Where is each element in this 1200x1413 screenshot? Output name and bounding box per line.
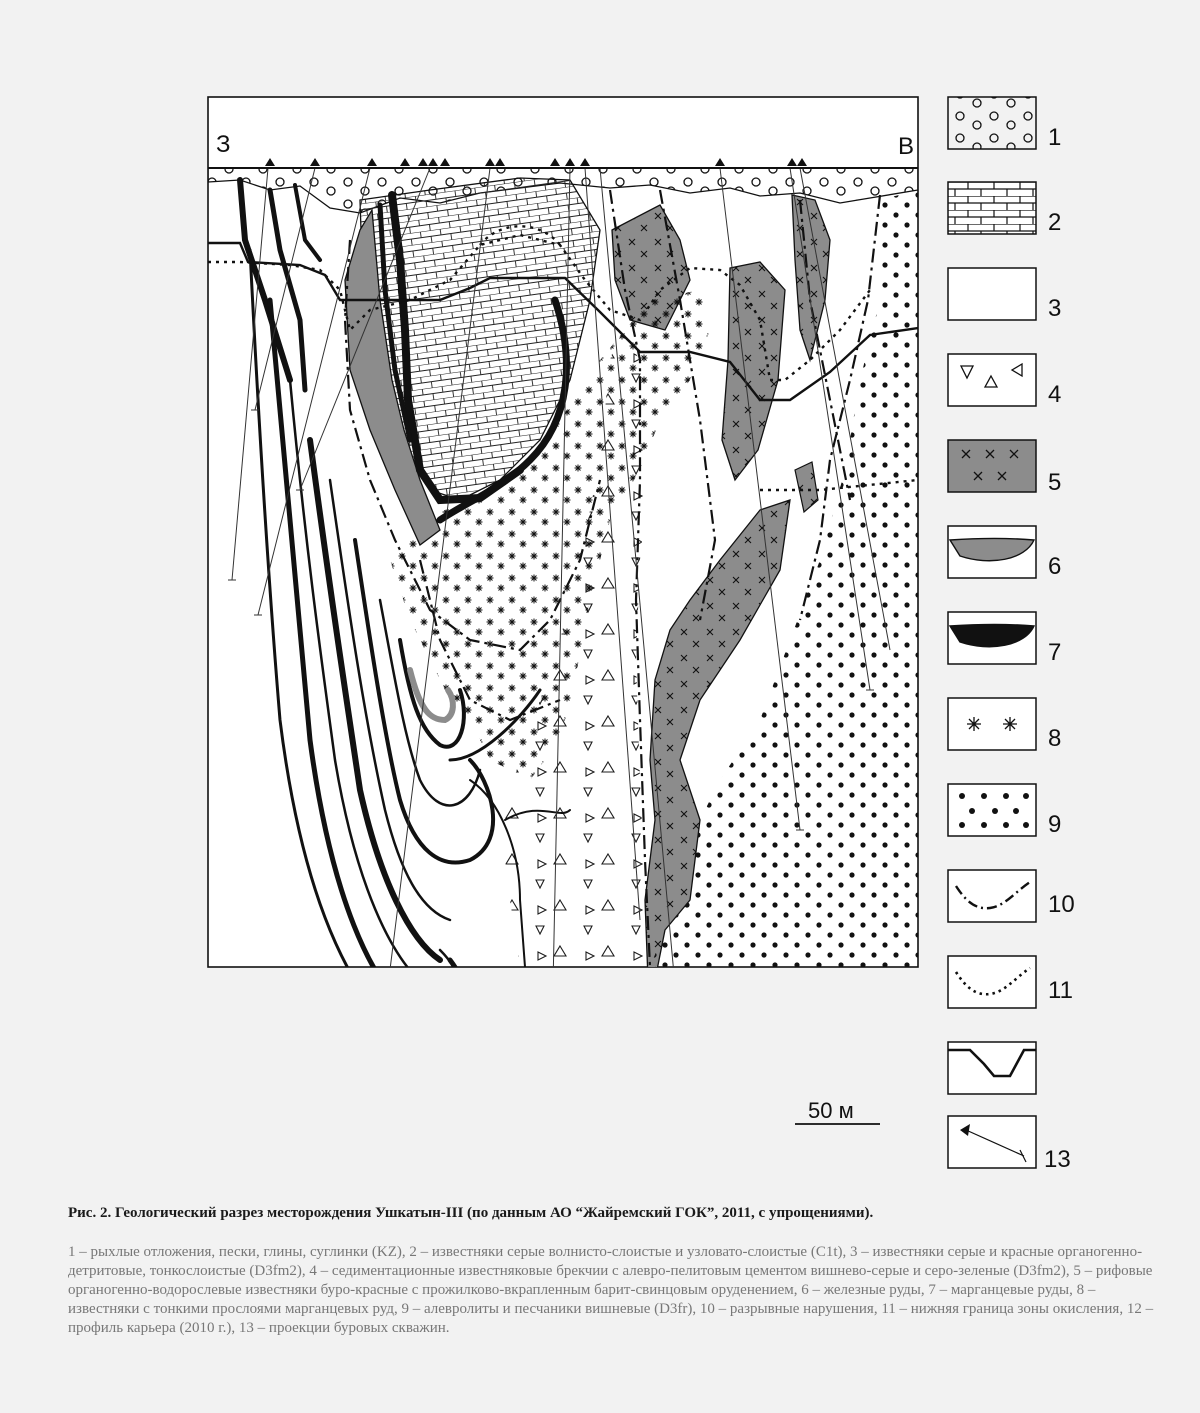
legend-item-8 xyxy=(948,698,1061,752)
section-panel xyxy=(208,97,918,1130)
legend xyxy=(948,97,1075,1173)
legend-number: 8 xyxy=(1048,725,1062,752)
legend-item-9 xyxy=(948,784,1061,838)
legend-item-13 xyxy=(948,1116,1071,1173)
legend-item-3 xyxy=(948,268,1061,322)
legend-number: 10 xyxy=(1048,891,1075,918)
legend-number: 6 xyxy=(1048,553,1062,580)
legend-item-5 xyxy=(948,440,1061,496)
legend-item-10 xyxy=(948,870,1075,922)
legend-number: 7 xyxy=(1048,639,1062,666)
legend-item-12 xyxy=(948,1042,1036,1094)
legend-number: 4 xyxy=(1048,381,1062,408)
legend-number: 2 xyxy=(1048,209,1062,236)
west-label: З xyxy=(216,131,231,158)
legend-item-6 xyxy=(948,526,1061,580)
figure-caption-body: 1 – рыхлые отложения, пески, глины, суглинки (KZ), 2 – известняки серые волнисто-слоистые и узловато-слоистые (C1t), 3 – известняки серые и красные органогенно-детритовые, тонкослоистые (D3fm2), 4 – седиментационные известняковые брекчии с алевро-пелитовым цементом вишнево-серые и серо-зеленые (D3fm2), 5 – рифовые органогенно-водорослевые известняки буро-красные с прожилково-вкрапленным барит-свинцовым оруденением, 6 – железные руды, 7 – марганцевые руды, 8 – известняки с тонкими прослоями марганцевых руд, 9 – алевролиты и песчаники вишневые (D3fr), 10 – разрывные нарушения, 11 – нижняя граница зоны окисления, 12 – профиль карьера (2010 г.), 13 – проекции буровых скважин. xyxy=(68,1244,1154,1336)
legend-number: 1 xyxy=(1048,124,1062,151)
legend-item-7 xyxy=(948,612,1061,666)
legend-item-4 xyxy=(948,354,1061,408)
legend-item-11 xyxy=(948,956,1073,1008)
east-label: В xyxy=(898,133,915,160)
legend-number: 5 xyxy=(1048,469,1062,496)
scale-bar xyxy=(795,1098,880,1124)
legend-number: 9 xyxy=(1048,811,1062,838)
legend-number: 3 xyxy=(1048,295,1062,322)
scale-label: 50 м xyxy=(808,1098,854,1123)
figure-caption-title: Рис. 2. Геологический разрез месторождения Ушкатын-III (по данным АО “Жайремский ГОК”, 2011, с упрощениями). xyxy=(68,1205,874,1221)
legend-item-1 xyxy=(948,97,1061,151)
legend-number: 11 xyxy=(1048,977,1073,1004)
legend-item-2 xyxy=(948,182,1061,236)
legend-number: 13 xyxy=(1044,1146,1071,1173)
